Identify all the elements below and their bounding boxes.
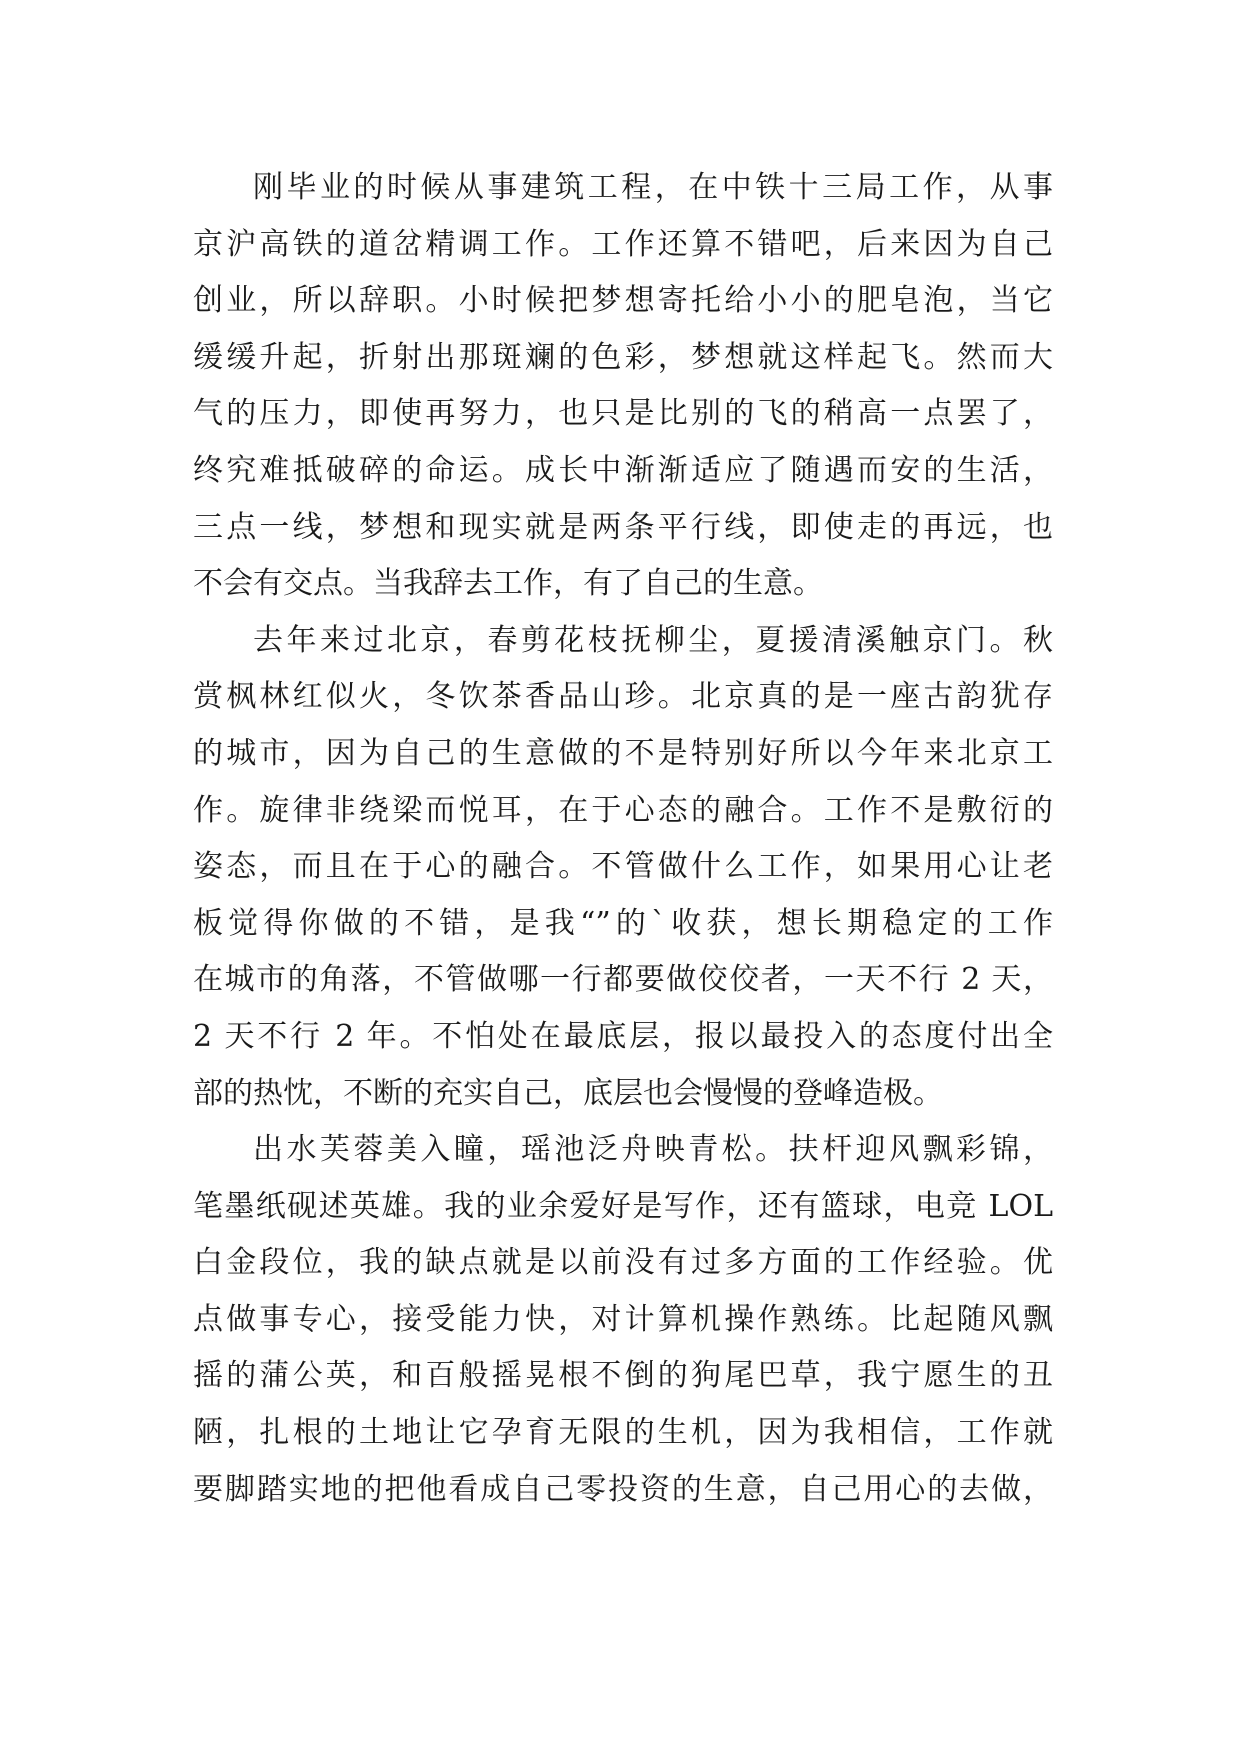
paragraph-3-line: 要脚踏实地的把他看成自己零投资的生意，自己用心的去做， — [193, 1471, 1053, 1507]
paragraph-2-line: 的城市，因为自己的生意做的不是特别好所以今年来北京工 — [193, 735, 1053, 771]
paragraph-3-line: 摇的蒲公英，和百般摇晃根不倒的狗尾巴草，我宁愿生的丑 — [193, 1358, 1053, 1394]
paragraph-3-line: 陋，扎根的土地让它孕育无限的生机，因为我相信，工作就 — [193, 1415, 1053, 1451]
body-text — [193, 160, 1053, 1518]
paragraph-3-line: 出水芙蓉美入瞳，瑶池泛舟映青松。扶杆迎风飘彩锦， — [253, 1132, 1053, 1168]
paragraph-1-line: 三点一线，梦想和现实就是两条平行线，即使走的再远，也 — [193, 509, 1053, 545]
paragraph-1-line: 创业，所以辞职。小时候把梦想寄托给小小的肥皂泡，当它 — [193, 283, 1053, 319]
paragraph-1-line: 气的压力，即使再努力，也只是比别的飞的稍高一点罢了， — [193, 396, 1053, 432]
paragraph-2-line: 板觉得你做的不错，是我“”的`收获，想长期稳定的工作 — [193, 905, 1053, 941]
paragraph-2-line: 2 天不行 2 年。不怕处在最底层，报以最投入的态度付出全 — [193, 1018, 1053, 1054]
paragraph-2-line: 去年来过北京，春剪花枝抚柳尘，夏援清溪触京门。秋 — [253, 622, 1053, 658]
paragraph-1-line: 缓缓升起，折射出那斑斓的色彩，梦想就这样起飞。然而大 — [193, 339, 1053, 375]
paragraph-1-line: 刚毕业的时候从事建筑工程，在中铁十三局工作，从事 — [253, 170, 1053, 205]
paragraph-2-line: 在城市的角落，不管做哪一行都要做佼佼者，一天不行 2 天， — [193, 962, 1053, 998]
paragraph-2-line: 赏枫林红似火，冬饮茶香品山珍。北京真的是一座古韵犹存 — [193, 679, 1053, 715]
paragraph-2-line: 姿态，而且在于心的融合。不管做什么工作，如果用心让老 — [193, 849, 1053, 885]
paragraph-1-line: 终究难抵破碎的命运。成长中渐渐适应了随遇而安的生活， — [193, 452, 1053, 488]
paragraph-3-line: 点做事专心，接受能力快，对计算机操作熟练。比起随风飘 — [193, 1301, 1053, 1337]
paragraph-3-line: 笔墨纸砚述英雄。我的业余爱好是写作，还有篮球，电竞 LOL — [193, 1188, 1053, 1224]
paragraph-1-line: 京沪高铁的道岔精调工作。工作还算不错吧，后来因为自己 — [193, 226, 1053, 262]
paragraph-3-line: 白金段位，我的缺点就是以前没有过多方面的工作经验。优 — [193, 1245, 1053, 1281]
paragraph-2-line: 部的热忱，不断的充实自己，底层也会慢慢的登峰造极。 — [193, 1075, 943, 1111]
paragraph-1-line: 不会有交点。当我辞去工作，有了自己的生意。 — [193, 566, 823, 602]
paragraph-2-line: 作。旋律非绕梁而悦耳，在于心态的融合。工作不是敷衍的 — [193, 792, 1053, 828]
